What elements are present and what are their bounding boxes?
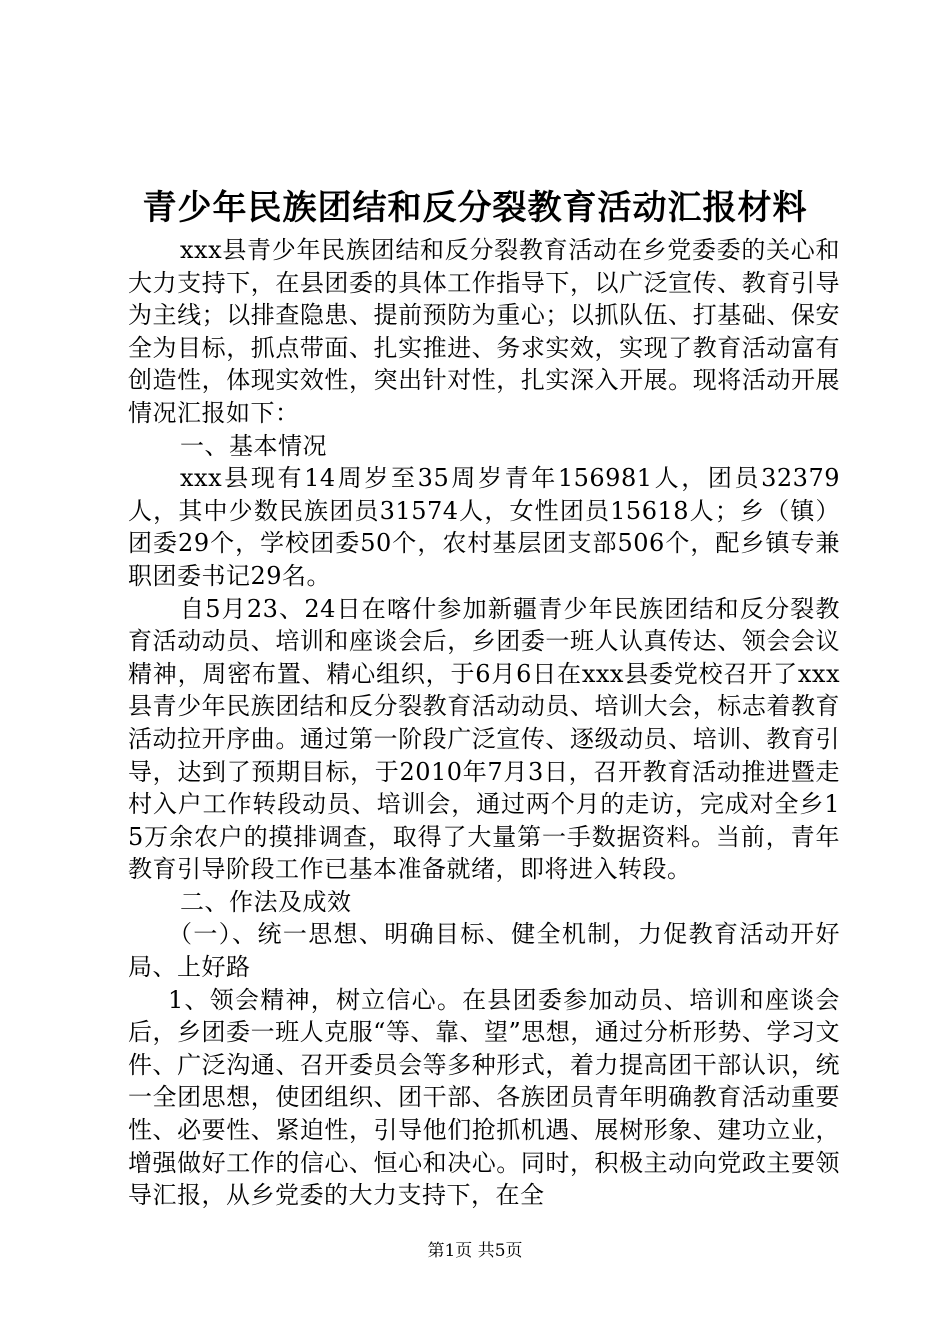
page-number-footer: 第1页 共5页 — [427, 1241, 523, 1261]
item-paragraph-one: 1、领会精神，树立信心。在县团委参加动员、培训和座谈会后，乡团委一班人克服“等、靠、望”思想，通过分析形势、学习文件、广泛沟通、召开委员会等多种形式，着力提高团干部认识，统一全团思想，使团组织、团干部、各族团员青年明确教育活动重要性、必要性、紧迫性，引导他们抢抓机遇、展树形象、建功立业，增强做好工作的信心、恒心和决心。同时，积极主动向党政主要领导汇报，从乡党委的大力支持下，在全 — [128, 985, 840, 1210]
intro-paragraph: xxx县青少年民族团结和反分裂教育活动在乡党委委的关心和大力支持下，在县团委的具体工作指导下，以广泛宣传、教育引导为主线；以排查隐患、提前预防为重心；以抓队伍、打基础、保安全为目标，抓点带面、扎实推进、务求实效，实现了教育活动富有创造性，体现实效性，突出针对性，扎实深入开展。现将活动开展情况汇报如下： — [128, 236, 840, 427]
progress-paragraph: 自5月23、24日在喀什参加新疆青少年民族团结和反分裂教育活动动员、培训和座谈会后，乡团委一班人认真传达、领会会议精神，周密布置、精心组织，于6月6日在xxx县委党校召开了xxx县青少年民族团结和反分裂教育活动动员、培训大会，标志着教育活动拉开序曲。通过第一阶段广泛宣传、逐级动员、培训、教育引导，达到了预期目标，于2010年7月3日，召开教育活动推进暨走村入户工作转段动员、培训会，通过两个月的走访，完成对全乡15万余农户的摸排调查，取得了大量第一手数据资料。当前，青年教育引导阶段工作已基本准备就绪，即将进入转段。 — [128, 594, 840, 884]
subsection-heading-one: （一）、统一思想、明确目标、健全机制，力促教育活动开好局、上好路 — [128, 920, 840, 982]
section-heading-methods: 二、作法及成效 — [180, 887, 352, 916]
document-title: 青少年民族团结和反分裂教育活动汇报材料 — [142, 188, 808, 228]
basic-info-paragraph: xxx县现有14周岁至35周岁青年156981人，团员32379人，其中少数民族团员31574人，女性团员15618人；乡（镇）团委29个，学校团委50个，农村基层团支部506个，配乡镇专兼职团委书记29名。 — [128, 464, 840, 590]
document-body — [128, 234, 840, 1212]
section-heading-basic: 一、基本情况 — [180, 431, 327, 460]
